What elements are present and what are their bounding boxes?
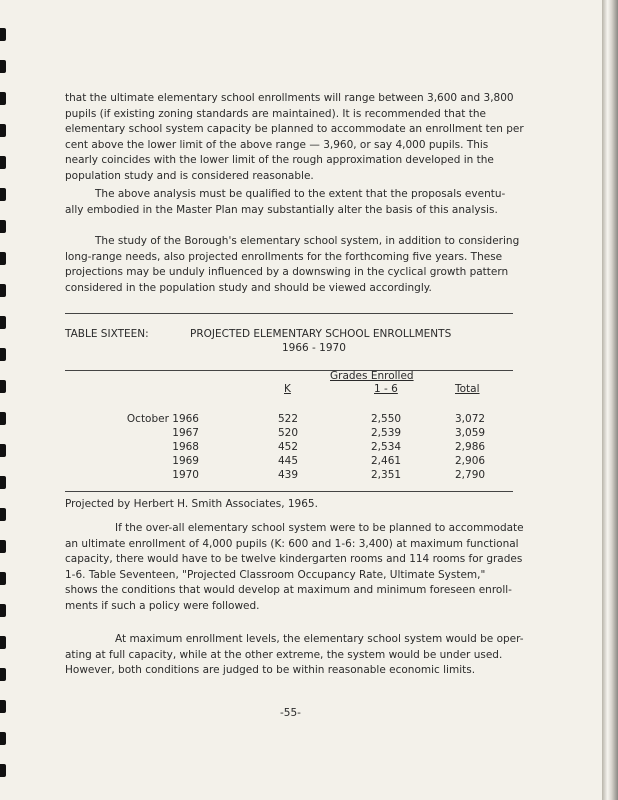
cell-total: 2,790 bbox=[455, 469, 486, 481]
cell-k: 522 bbox=[278, 413, 299, 425]
column-header-total: Total bbox=[455, 383, 480, 395]
paragraph-ultimate-system bbox=[65, 521, 535, 615]
text-line: If the over-all elementary school system were to be planned to accommodate bbox=[115, 522, 524, 534]
table-years: 1966 - 1970 bbox=[282, 342, 346, 354]
text-line: nearly coincides with the lower limit of the rough approximation developed in the bbox=[65, 154, 494, 167]
column-header-grades-1-6: 1 - 6 bbox=[374, 383, 398, 395]
paragraph-borough-study bbox=[65, 234, 535, 296]
row-year: 1969 bbox=[172, 455, 199, 467]
text-line: At maximum enrollment levels, the elementary school system would be oper- bbox=[115, 633, 524, 645]
binding-holes bbox=[0, 0, 7, 800]
text-line: capacity, there would have to be twelve kindergarten rooms and 114 rooms for grades bbox=[65, 553, 523, 566]
row-year: October 1966 bbox=[126, 413, 199, 425]
text-line: However, both conditions are judged to be within reasonable economic limits. bbox=[65, 664, 476, 677]
cell-grades-1-6: 2,534 bbox=[371, 441, 402, 453]
cell-total: 2,986 bbox=[455, 441, 486, 453]
cell-k: 520 bbox=[278, 427, 299, 439]
text-line: an ultimate enrollment of 4,000 pupils (K: 600 and 1-6: 3,400) at maximum functional bbox=[65, 537, 519, 550]
row-year: 1970 bbox=[172, 469, 199, 481]
table-title: PROJECTED ELEMENTARY SCHOOL ENROLLMENTS bbox=[190, 328, 452, 340]
text-line: ally embodied in the Master Plan may substantially alter the basis of this analysis. bbox=[65, 203, 498, 216]
row-year: 1967 bbox=[172, 427, 199, 439]
text-line: elementary school system capacity be planned to accommodate an enrollment ten per bbox=[65, 123, 524, 136]
cell-k: 439 bbox=[278, 469, 299, 481]
text-line: ments if such a policy were followed. bbox=[65, 599, 260, 612]
text-line: population study and is considered reasonable. bbox=[65, 169, 314, 182]
column-group-header: Grades Enrolled bbox=[330, 370, 414, 382]
text-line: projections may be unduly influenced by a downswing in the cyclical growth pattern bbox=[65, 266, 509, 279]
paragraph-analysis-qualified bbox=[65, 187, 535, 218]
cell-grades-1-6: 2,351 bbox=[371, 469, 402, 481]
cell-total: 3,072 bbox=[455, 413, 486, 425]
cell-grades-1-6: 2,539 bbox=[371, 427, 402, 439]
text-line: shows the conditions that would develop at maximum and minimum foreseen enroll- bbox=[65, 584, 512, 597]
text-line: The above analysis must be qualified to the extent that the proposals eventu- bbox=[95, 188, 506, 200]
table-bottom-rule bbox=[65, 491, 513, 492]
cell-k: 452 bbox=[278, 441, 299, 453]
text-line: 1-6. Table Seventeen, "Projected Classroom Occupancy Rate, Ultimate System," bbox=[65, 568, 486, 581]
text-line: The study of the Borough's elementary school system, in addition to considering bbox=[95, 235, 520, 247]
cell-total: 3,059 bbox=[455, 427, 486, 439]
cell-grades-1-6: 2,461 bbox=[371, 455, 402, 467]
text-line: cent above the lower limit of the above range — 3,960, or say 4,000 pupils. This bbox=[65, 138, 489, 151]
table-label: TABLE SIXTEEN: bbox=[65, 328, 149, 340]
column-header-k: K bbox=[284, 383, 291, 395]
cell-total: 2,906 bbox=[455, 455, 486, 467]
text-line: considered in the population study and should be viewed accordingly. bbox=[65, 281, 432, 294]
table-top-rule bbox=[65, 313, 513, 314]
paragraph-ultimate-enrollment bbox=[65, 91, 535, 185]
table-source-note: Projected by Herbert H. Smith Associates, 1965. bbox=[65, 498, 318, 510]
cell-k: 445 bbox=[278, 455, 299, 467]
text-line: pupils (if existing zoning standards are maintained). It is recommended that the bbox=[65, 107, 486, 120]
paragraph-capacity-levels bbox=[65, 632, 535, 679]
table-header-rule bbox=[65, 370, 513, 371]
text-line: that the ultimate elementary school enrollments will range between 3,600 and 3,800 bbox=[65, 92, 514, 104]
page-number: -55- bbox=[280, 707, 301, 719]
cell-grades-1-6: 2,550 bbox=[371, 413, 402, 425]
text-line: ating at full capacity, while at the other extreme, the system would be under used. bbox=[65, 648, 503, 661]
page-edge bbox=[602, 0, 618, 800]
text-line: long-range needs, also projected enrollments for the forthcoming five years. These bbox=[65, 250, 503, 263]
row-year: 1968 bbox=[172, 441, 199, 453]
